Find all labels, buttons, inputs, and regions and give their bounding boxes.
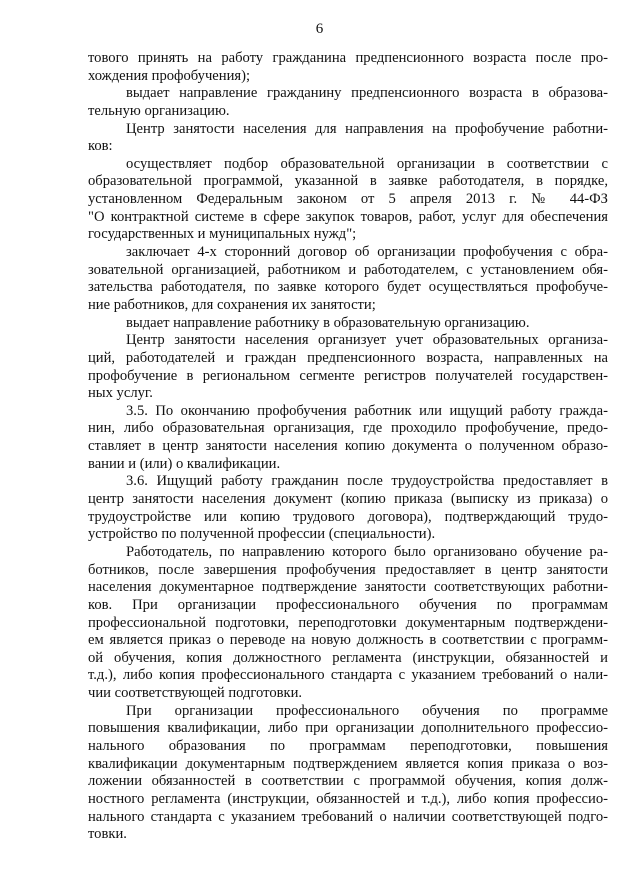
text-line: ем является приказ о переводе на новую должность в соответствии с программ- xyxy=(88,632,608,649)
text-line: центр занятости населения документ (копию приказа (выписку из приказа) о xyxy=(88,491,608,508)
text-line: нин, либо образовательная организация, где проходило профобучение, предо- xyxy=(88,420,608,437)
text-line: ставляет в центр занятости населения копию документа о полученном образо- xyxy=(88,438,608,455)
text-line: осуществляет подбор образовательной организации в соответствии с xyxy=(126,155,608,172)
document-body xyxy=(88,50,608,844)
text-line: устройство по полученной профессии (специальности). xyxy=(88,526,436,543)
text-line: профессиональной подготовки, переподготовки документарным подтверждени- xyxy=(88,614,608,631)
text-line: Центр занятости населения организует учет образовательных организа- xyxy=(126,332,608,349)
text-line: выдает направление гражданину предпенсионного возраста в образова- xyxy=(126,85,608,102)
text-line: выдает направление работнику в образовательную организацию. xyxy=(126,314,530,331)
text-line: хождения профобучения); xyxy=(88,67,251,84)
text-line: квалификации документарным подтверждением является копия приказа о воз- xyxy=(88,755,608,772)
text-line: профобучение в региональном сегменте регистров получателей государствен- xyxy=(88,367,608,384)
text-line: чии соответствующей подготовки. xyxy=(88,685,303,702)
text-line: т.д.), либо копия профессионального стандарта с указанием требований о нали- xyxy=(88,667,608,684)
text-line: При организации профессионального обучения по программе xyxy=(126,702,608,719)
text-line: образовательной программой, указанной в заявке работодателя, в порядке, xyxy=(88,173,608,190)
text-line: ложении обязанностей в соответствии с программой обучения, копия долж- xyxy=(88,773,608,790)
text-line: нального образования по программам переподготовки, повышения xyxy=(88,737,608,754)
text-line: товки. xyxy=(88,826,127,843)
text-line: "О контрактной системе в сфере закупок товаров, работ, услуг для обеспечения xyxy=(88,208,608,225)
text-line: трудоустройстве или копию трудового договора), подтверждающий трудо- xyxy=(88,508,608,525)
text-line: тельную организацию. xyxy=(88,102,230,119)
text-line: Центр занятости населения для направления на профобучение работни- xyxy=(126,120,608,137)
text-line: государственных и муниципальных нужд"; xyxy=(88,226,357,243)
text-line: ой обучения, копия должностного регламента (инструкции, обязанностей и xyxy=(88,649,608,666)
text-line: тового принять на работу гражданина предпенсионного возраста после про- xyxy=(88,50,608,66)
text-line: ков. При организации профессионального обучения по программам xyxy=(88,596,608,613)
text-line: установленном Федеральным законом от 5 апреля 2013 г. № 44-ФЗ xyxy=(88,191,608,208)
text-line: населения документарное подтверждение занятости соответствующих работни- xyxy=(88,579,608,596)
text-line: ние работников, для сохранения их занятости; xyxy=(88,296,376,313)
text-line: 3.5. По окончанию профобучения работник или ищущий работу гражда- xyxy=(126,402,608,419)
text-line: ков: xyxy=(88,138,113,155)
text-line: зовательной организацией, работником и работодателем, с установлением обя- xyxy=(88,261,608,278)
page-number: 6 xyxy=(315,21,324,37)
text-line: ностного регламента (инструкции, обязанностей и т.д.), либо копия профессио- xyxy=(88,790,608,807)
text-line: ботников, после завершения профобучения предоставляет в центр занятости xyxy=(88,561,608,578)
text-line: 3.6. Ищущий работу гражданин после трудоустройства предоставляет в xyxy=(126,473,608,490)
text-line: ных услуг. xyxy=(88,385,153,402)
text-line: зательства работодателя, по заявке которого будет осуществляться профобуче- xyxy=(88,279,608,296)
text-line: нального стандарта с указанием требований о наличии соответствующей подго- xyxy=(88,808,608,825)
text-line: повышения квалификации, либо при организации дополнительного профессио- xyxy=(88,720,608,737)
text-line: ций, работодателей и граждан предпенсионного возраста, направленных на xyxy=(88,349,608,366)
text-line: Работодатель, по направлению которого было организовано обучение ра- xyxy=(126,543,608,560)
text-line: заключает 4-х сторонний договор об организации профобучения с обра- xyxy=(126,244,608,261)
text-line: вании и (или) о квалификации. xyxy=(88,455,281,472)
